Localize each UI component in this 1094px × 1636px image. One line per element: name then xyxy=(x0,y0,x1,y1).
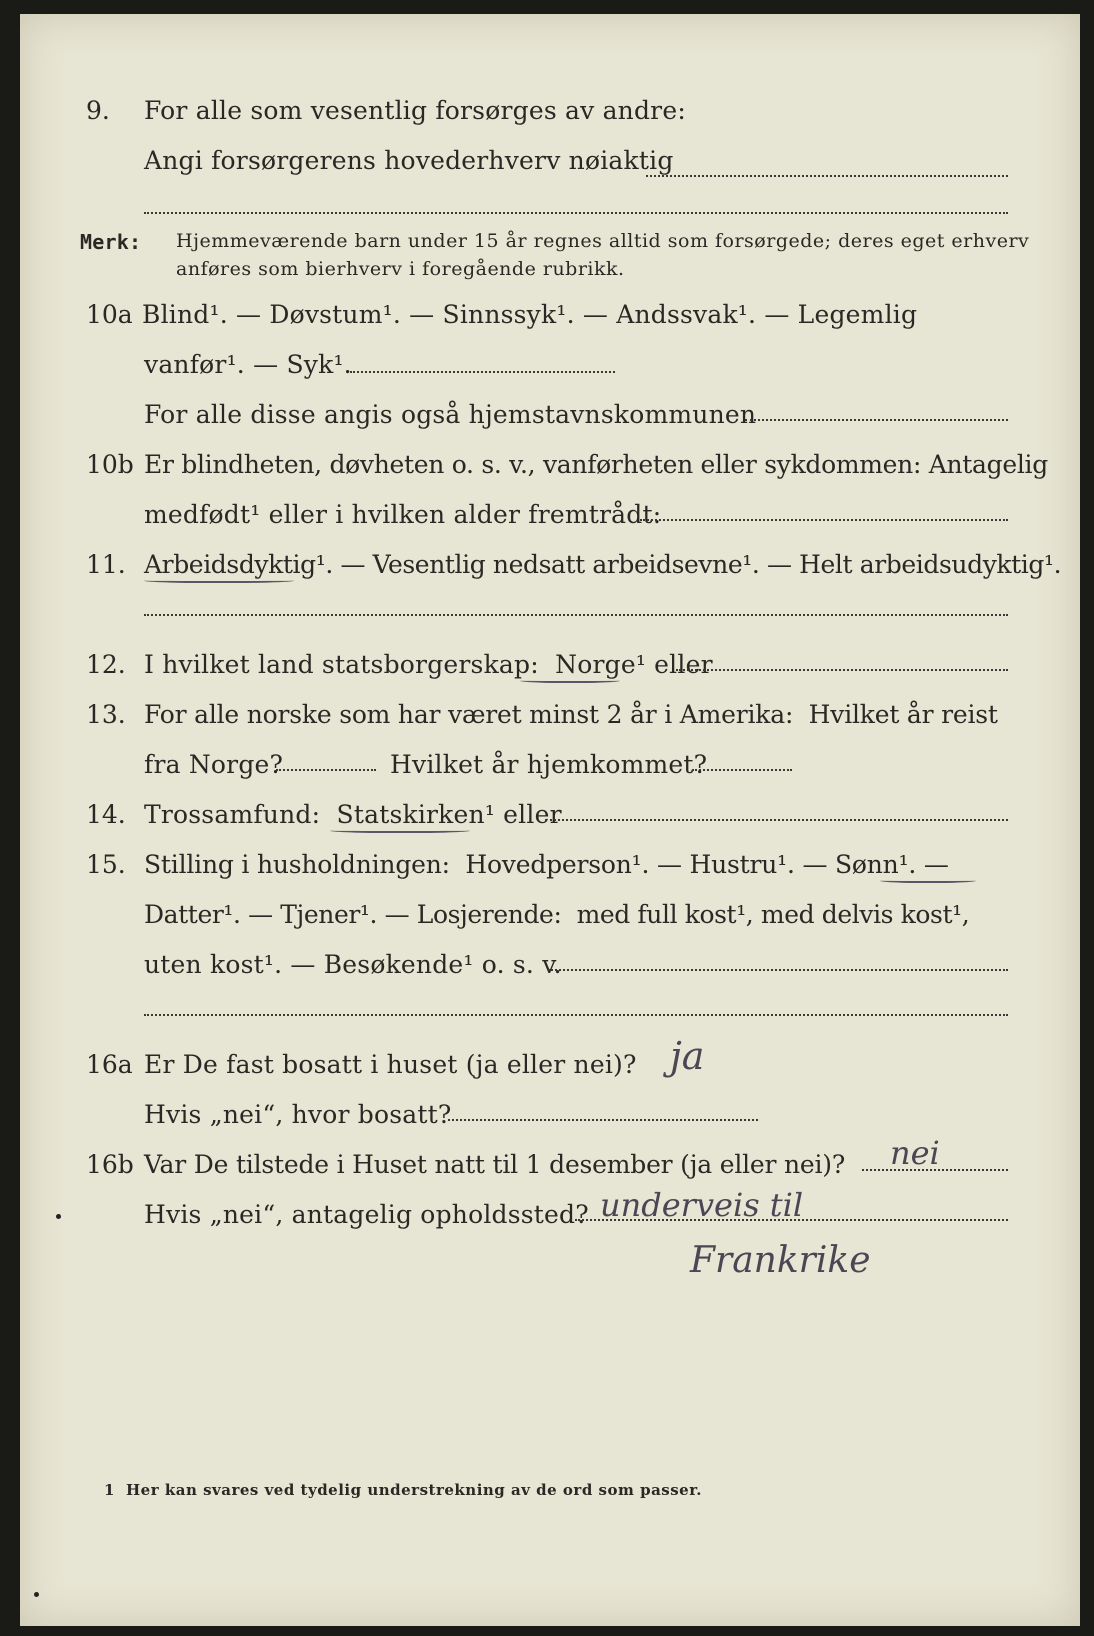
handwritten-answer-16b-3: Frankrike xyxy=(690,1240,871,1281)
question-10a-text: Blind¹. — Døvstum¹. — Sinnssyk¹. — Andssvak¹. — Legemlig xyxy=(142,300,918,329)
answer-line-15b xyxy=(144,1014,1008,1016)
footnote-text: Her kan svares ved tydelig understrekning av de ord som passer. xyxy=(126,1481,702,1499)
question-10a-number: 10a xyxy=(86,300,133,329)
answer-line-13a xyxy=(276,769,376,771)
question-12-text: I hvilket land statsborgerskap: Norge¹ eller xyxy=(144,650,713,679)
question-11-text: Arbeidsdyktig¹. — Vesentlig nedsatt arbeidsevne¹. — Helt arbeidsudyktig¹. xyxy=(144,550,1062,579)
question-10b-text: Er blindheten, døvheten o. s. v., vanførheten eller sykdommen: Antagelig xyxy=(144,450,1048,479)
question-14-number: 14. xyxy=(86,800,126,829)
question-12-number: 12. xyxy=(86,650,126,679)
question-16a-text2: Hvis „nei“, hvor bosatt? xyxy=(144,1100,452,1129)
handwritten-underline-norge xyxy=(520,677,620,683)
question-15-text: Stilling i husholdningen: Hovedperson¹. — Hustru¹. — Sønn¹. — xyxy=(144,850,949,879)
question-16b-text: Var De tilstede i Huset natt til 1 desember (ja eller nei)? xyxy=(144,1150,846,1179)
note-text-line1: Hjemmeværende barn under 15 år regnes alltid som forsørgede; deres eget erhverv xyxy=(176,230,1030,252)
answer-line-10a xyxy=(350,371,615,373)
question-9-subtext: Angi forsørgerens hovederhverv nøiaktig xyxy=(144,146,674,175)
paper-speck xyxy=(34,1592,39,1597)
question-13-number: 13. xyxy=(86,700,126,729)
question-9-number: 9. xyxy=(86,96,110,125)
question-15-text2: Datter¹. — Tjener¹. — Losjerende: med full kost¹, med delvis kost¹, xyxy=(144,900,970,929)
answer-line-13b xyxy=(692,769,792,771)
handwritten-answer-16a: ja xyxy=(670,1034,705,1078)
handwritten-underline-sonn xyxy=(880,877,976,883)
handwritten-underline-arbeidsdyktig xyxy=(144,577,294,583)
handwritten-answer-16b: nei xyxy=(890,1134,940,1172)
question-16a-text: Er De fast bosatt i huset (ja eller nei)? xyxy=(144,1050,637,1079)
question-9-text: For alle som vesentlig forsørges av andre: xyxy=(144,96,686,125)
question-10a-text2: vanfør¹. — Syk¹. xyxy=(144,350,352,379)
note-text-line2: anføres som bierhverv i foregående rubrikk. xyxy=(176,258,625,280)
question-16b-number: 16b xyxy=(86,1150,134,1179)
answer-line-9b xyxy=(144,212,1008,214)
paper-speck xyxy=(56,1214,61,1219)
question-13-text2a: fra Norge? xyxy=(144,750,284,779)
answer-line-12 xyxy=(676,669,1008,671)
answer-line-15 xyxy=(548,969,1008,971)
question-16a-number: 16a xyxy=(86,1050,133,1079)
question-15-number: 15. xyxy=(86,850,126,879)
question-10a-text3: For alle disse angis også hjemstavnskommunen xyxy=(144,400,757,429)
footnote-mark: 1 xyxy=(104,1481,115,1499)
question-11-number: 11. xyxy=(86,550,126,579)
question-16b-text2: Hvis „nei“, antagelig opholdssted? xyxy=(144,1200,589,1229)
question-10b-number: 10b xyxy=(86,450,134,479)
answer-line-10a-2 xyxy=(745,419,1008,421)
answer-line-16a xyxy=(448,1119,758,1121)
answer-line-11 xyxy=(144,614,1008,616)
question-13-text: For alle norske som har været minst 2 år i Amerika: Hvilket år reist xyxy=(144,700,998,729)
answer-line-14 xyxy=(545,819,1008,821)
answer-line-10b xyxy=(640,519,1008,521)
handwritten-underline-statskirken xyxy=(330,827,470,833)
answer-line-9a xyxy=(646,175,1008,177)
question-15-text3: uten kost¹. — Besøkende¹ o. s. v. xyxy=(144,950,562,979)
note-label: Merk: xyxy=(80,230,142,254)
question-14-text: Trossamfund: Statskirken¹ eller xyxy=(144,800,562,829)
question-13-text2b: Hvilket år hjemkommet? xyxy=(390,750,708,779)
question-10b-text2: medfødt¹ eller i hvilken alder fremtrådt: xyxy=(144,500,662,529)
census-form-page xyxy=(20,14,1080,1626)
handwritten-answer-16b-2: underveis til xyxy=(600,1186,804,1224)
